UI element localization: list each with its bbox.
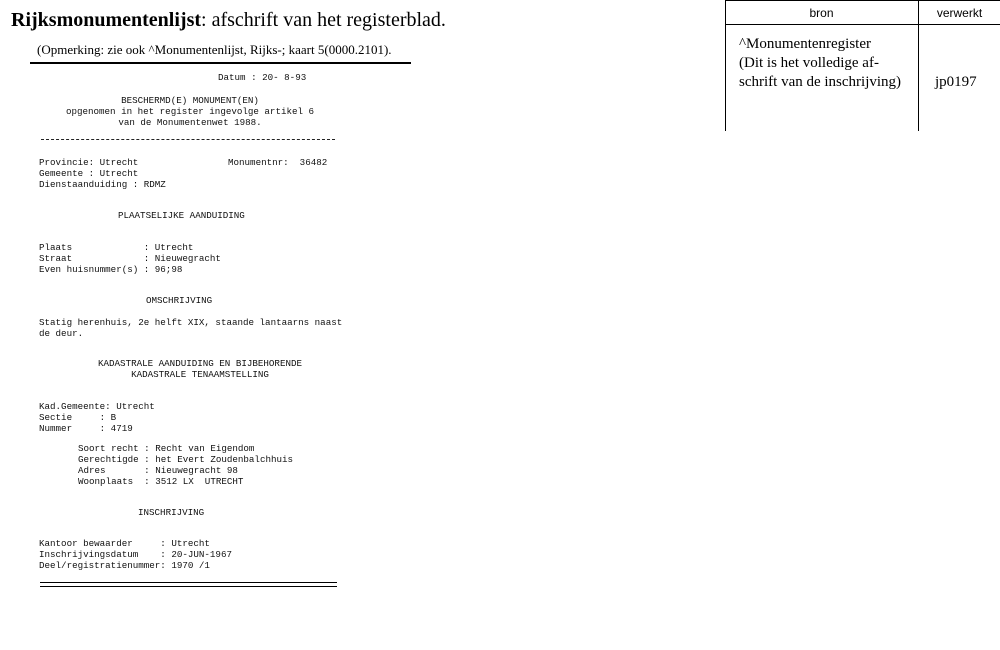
section-omschrijving: OMSCHRIJVING: [146, 295, 213, 306]
registratienummer: Deel/registratienummer: 1970 /1: [39, 560, 210, 571]
bron-line-2: (Dit is het volledige af-: [739, 55, 879, 71]
kad-sectie: Sectie : B: [39, 412, 117, 423]
omschrijving-line-1: Statig herenhuis, 2e helft XIX, staande lantaarns naast: [39, 317, 343, 328]
plaats-row: Plaats : Utrecht: [39, 242, 194, 253]
remark: (Opmerking: zie ook ^Monumentenlijst, Rijks-; kaart 5(0000.2101).: [37, 42, 392, 57]
soort-recht: Soort recht : Recht van Eigendom: [78, 443, 255, 454]
bron-cell: [739, 35, 901, 92]
gemeente: Gemeente : Utrecht: [39, 168, 139, 179]
omschrijving-line-2: de deur.: [39, 328, 84, 339]
section-inschrijving: INSCHRIJVING: [138, 507, 205, 518]
huisnummer-row: Even huisnummer(s) : 96;98: [39, 264, 183, 275]
intro-line-3: van de Monumentenwet 1988.: [118, 117, 262, 128]
section-plaatselijke-aanduiding: PLAATSELIJKE AANDUIDING: [118, 210, 245, 221]
bron-line-1: ^Monumentenregister: [739, 36, 872, 52]
page-title: [11, 8, 446, 32]
provincie: Provincie: Utrecht: [39, 157, 139, 168]
gerechtigde: Gerechtigde : het Evert Zoudenbalchhuis: [78, 454, 294, 465]
section-kadastraal-1: KADASTRALE AANDUIDING EN BIJBEHORENDE: [98, 358, 302, 369]
intro-line-2: opgenomen in het register ingevolge artikel 6: [65, 106, 315, 117]
bottom-rule: [40, 582, 337, 587]
intro-line-1: BESCHERMD(E) MONUMENT(EN): [121, 95, 259, 106]
kad-gemeente: Kad.Gemeente: Utrecht: [39, 401, 155, 412]
title-rest: : afschrift van het registerblad.: [201, 9, 446, 31]
inschrijvingsdatum: Inschrijvingsdatum : 20-JUN-1967: [39, 549, 232, 560]
monumentnr: Monumentnr: 36482: [228, 157, 328, 168]
top-rule: [30, 62, 411, 64]
verwerkt-cell: jp0197: [935, 74, 977, 90]
adres: Adres : Nieuwegracht 98: [78, 465, 238, 476]
kantoor-bewaarder: Kantoor bewaarder : Utrecht: [39, 538, 210, 549]
kad-nummer: Nummer : 4719: [39, 423, 133, 434]
dashed-divider: [41, 139, 335, 140]
bron-line-3: schrift van de inschrijving): [739, 74, 902, 90]
straat-row: Straat : Nieuwegracht: [39, 253, 221, 264]
col-header-verwerkt: verwerkt: [936, 6, 983, 20]
col-header-bron: bron: [809, 6, 834, 20]
title-bold: Rijksmonumentenlijst: [11, 9, 202, 31]
dienstaanduiding: Dienstaanduiding : RDMZ: [39, 179, 166, 190]
section-kadastraal-2: KADASTRALE TENAAMSTELLING: [131, 369, 269, 380]
datum: Datum : 20- 8-93: [218, 72, 307, 83]
woonplaats: Woonplaats : 3512 LX UTRECHT: [78, 476, 244, 487]
